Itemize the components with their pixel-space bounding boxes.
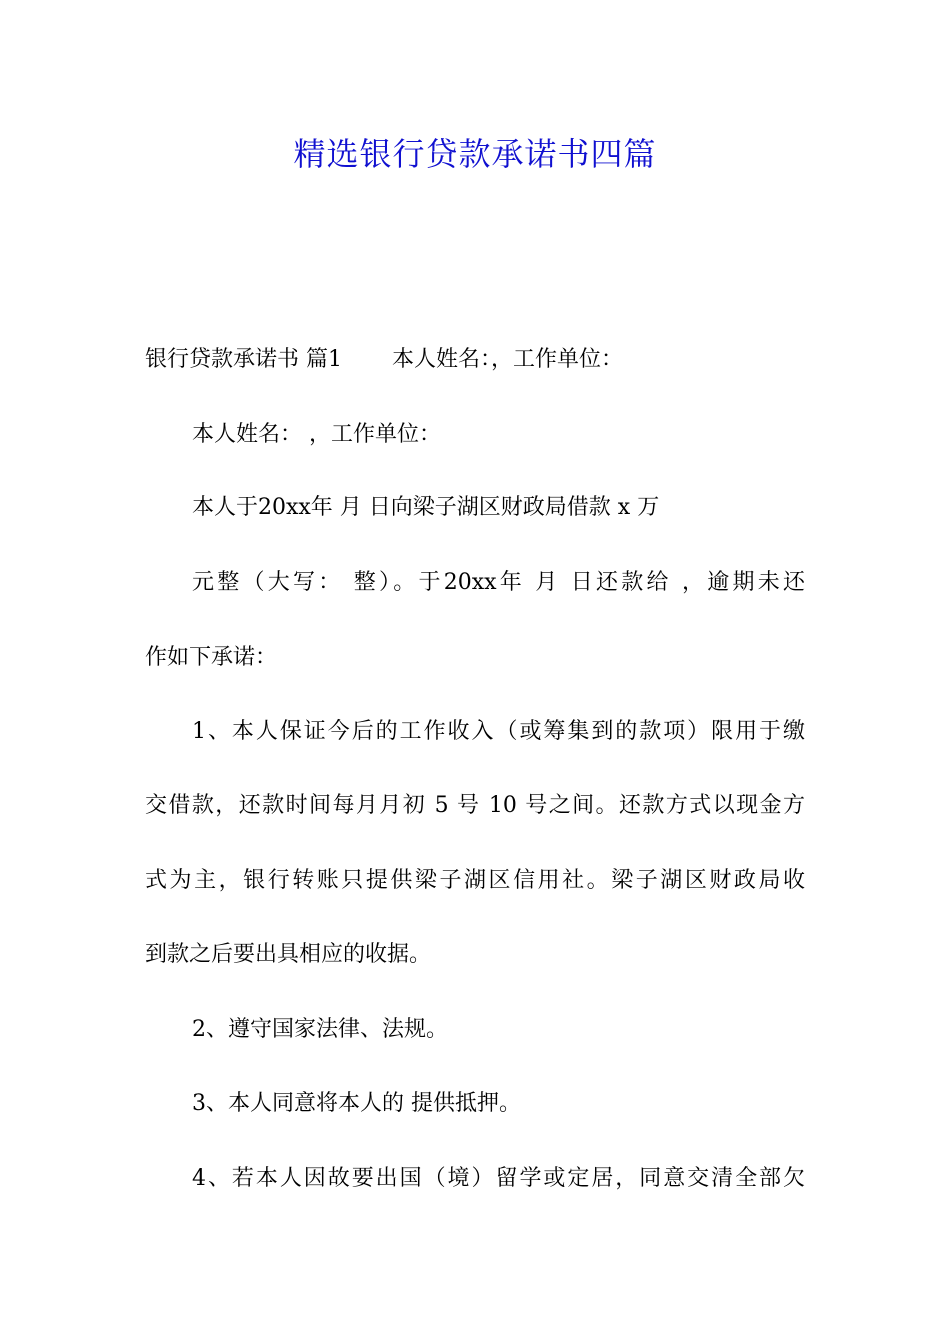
section-heading-tail: 本人姓名：，工作单位： <box>392 347 624 372</box>
paragraph-line: 到款之后要出具相应的收据。 <box>145 942 432 967</box>
document-title: 精选银行贷款承诺书四篇 <box>293 135 657 173</box>
paragraph-line: 交借款，还款时间每月月初 5 号 10 号之间。还款方式以现金方 <box>145 793 805 818</box>
paragraph-line: 1、本人保证今后的工作收入（或筹集到的款项）限用于缴 <box>192 719 805 744</box>
paragraph-line: 本人于20xx年 月 日向梁子湖区财政局借款 x 万 <box>192 495 660 520</box>
paragraph-line: 2、遵守国家法律、法规。 <box>192 1017 448 1042</box>
paragraph-line: 式为主，银行转账只提供梁子湖区信用社。梁子湖区财政局收 <box>145 868 805 893</box>
section-heading-line <box>145 340 623 380</box>
paragraph-line: 元整（大写： 整）。于20xx年 月 日还款给 ，逾期未还 <box>192 570 805 595</box>
section-heading: 银行贷款承诺书 篇1 <box>145 347 342 372</box>
paragraph-line: 3、本人同意将本人的 提供抵押。 <box>192 1091 521 1116</box>
paragraph-line: 4、若本人因故要出国（境）留学或定居，同意交清全部欠 <box>192 1166 805 1191</box>
paragraph-line: 作如下承诺： <box>145 645 278 670</box>
paragraph-line: 本人姓名： ，工作单位： <box>192 422 441 447</box>
